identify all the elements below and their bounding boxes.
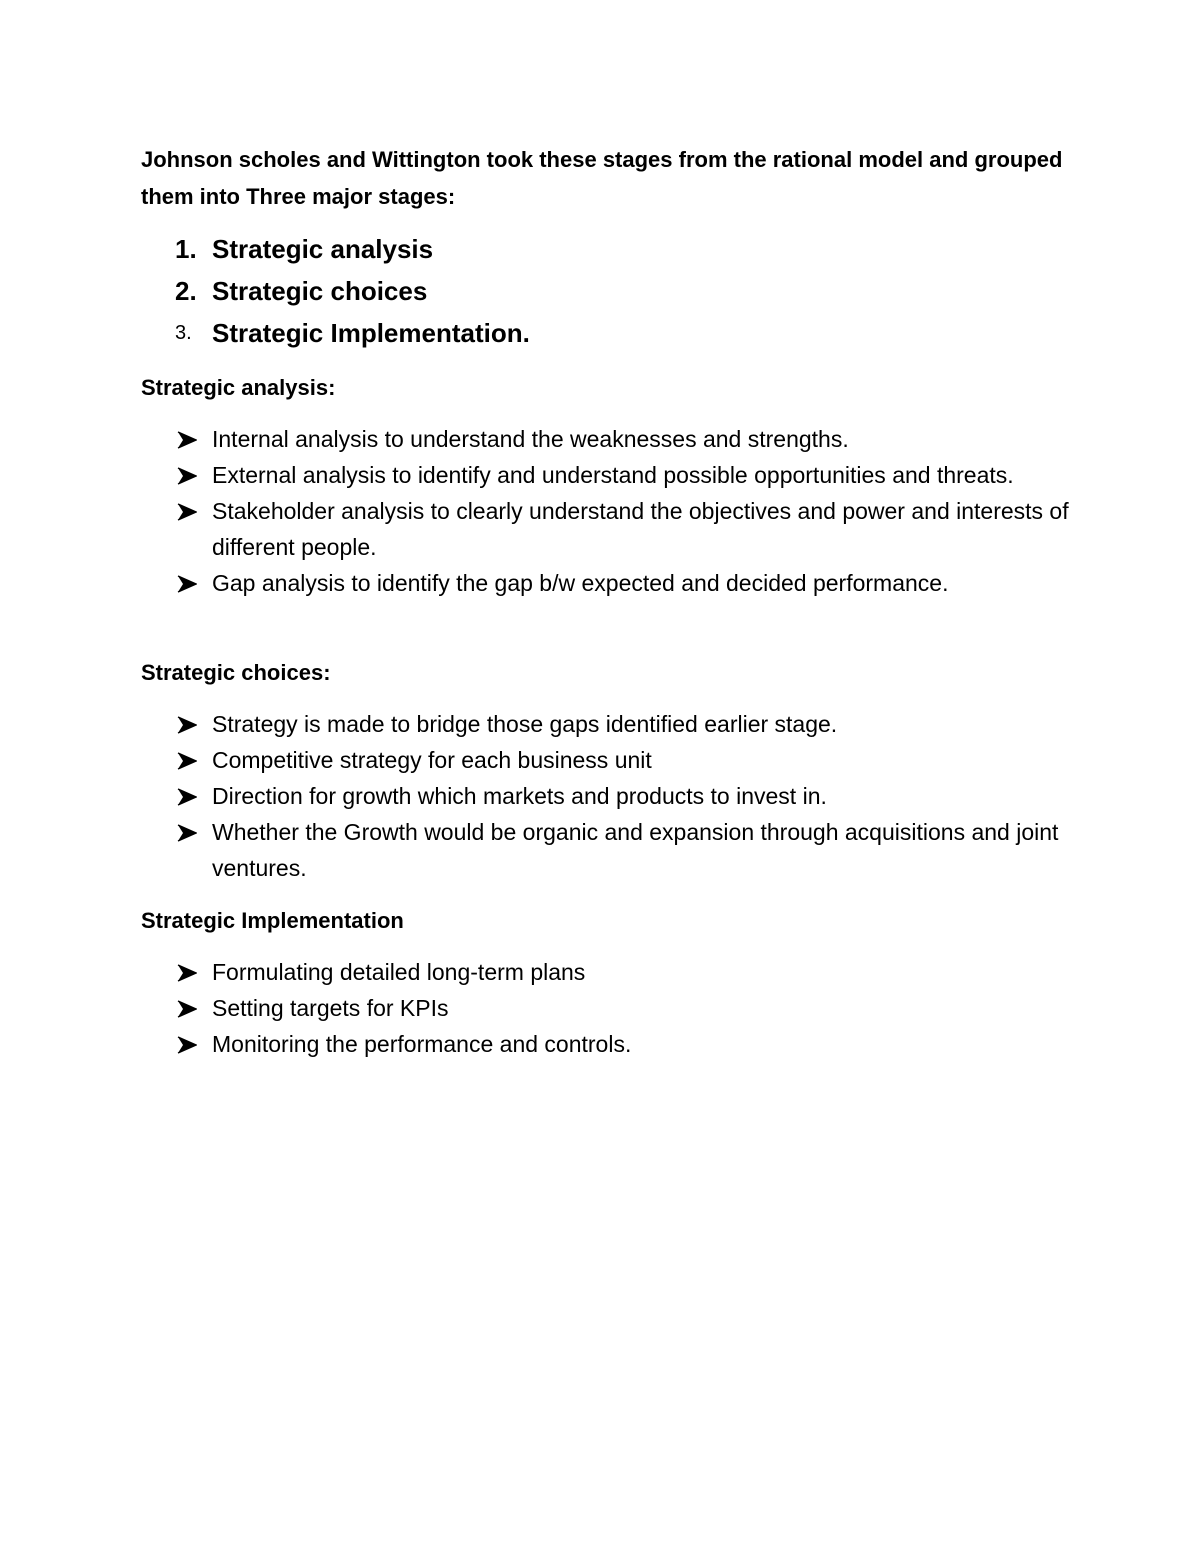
stage-item (141, 312, 1071, 354)
stage-number: 1. (175, 234, 197, 264)
arrowhead-bullet-icon (177, 1035, 197, 1055)
list-item (141, 706, 1081, 742)
section-heading-implementation: Strategic Implementation (141, 908, 404, 933)
list-item-text: Strategy is made to bridge those gaps identified earlier stage. (212, 711, 838, 737)
stage-number: 2. (175, 276, 197, 306)
list-item (141, 565, 1081, 601)
stage-label: Strategic analysis (212, 234, 434, 264)
stage-item (141, 270, 1071, 312)
list-item (141, 814, 1081, 886)
stage-number: 3. (175, 322, 192, 344)
list-item-text: Whether the Growth would be organic and expansion through acquisitions and joint ventures. (212, 819, 1059, 881)
bullet-list-analysis (141, 421, 1081, 601)
list-item-text: Direction for growth which markets and products to invest in. (212, 783, 827, 809)
arrowhead-bullet-icon (177, 823, 197, 843)
arrowhead-bullet-icon (177, 787, 197, 807)
arrowhead-bullet-icon (177, 430, 197, 450)
arrowhead-bullet-icon (177, 751, 197, 771)
list-item-text: Internal analysis to understand the weaknesses and strengths. (212, 426, 849, 452)
bullet-list-choices (141, 706, 1081, 886)
list-item-text: External analysis to identify and understand possible opportunities and threats. (212, 462, 1014, 488)
stage-label: Strategic choices (212, 276, 428, 306)
intro-paragraph: Johnson scholes and Wittington took these stages from the rational model and grouped them into Three major stages: (141, 147, 1063, 209)
section-heading-choices: Strategic choices: (141, 660, 331, 685)
list-item (141, 493, 1081, 565)
arrowhead-bullet-icon (177, 963, 197, 983)
list-item (141, 778, 1081, 814)
list-item-text: Stakeholder analysis to clearly understand the objectives and power and interests of different people. (212, 498, 1069, 560)
list-item (141, 457, 1081, 493)
list-item-text: Formulating detailed long-term plans (212, 959, 586, 985)
list-item (141, 990, 1081, 1026)
list-item (141, 742, 1081, 778)
list-item (141, 1026, 1081, 1062)
list-item-text: Setting targets for KPIs (212, 995, 449, 1021)
stage-item (141, 228, 1071, 270)
arrowhead-bullet-icon (177, 574, 197, 594)
arrowhead-bullet-icon (177, 999, 197, 1019)
stage-label: Strategic Implementation. (212, 318, 530, 348)
section-heading-analysis: Strategic analysis: (141, 375, 336, 400)
bullet-list-implementation (141, 954, 1081, 1062)
list-item (141, 421, 1081, 457)
list-item-text: Gap analysis to identify the gap b/w expected and decided performance. (212, 570, 949, 596)
list-item (141, 954, 1081, 990)
list-item-text: Monitoring the performance and controls. (212, 1031, 632, 1057)
arrowhead-bullet-icon (177, 466, 197, 486)
arrowhead-bullet-icon (177, 715, 197, 735)
arrowhead-bullet-icon (177, 502, 197, 522)
list-item-text: Competitive strategy for each business unit (212, 747, 652, 773)
stages-list (141, 228, 1071, 354)
